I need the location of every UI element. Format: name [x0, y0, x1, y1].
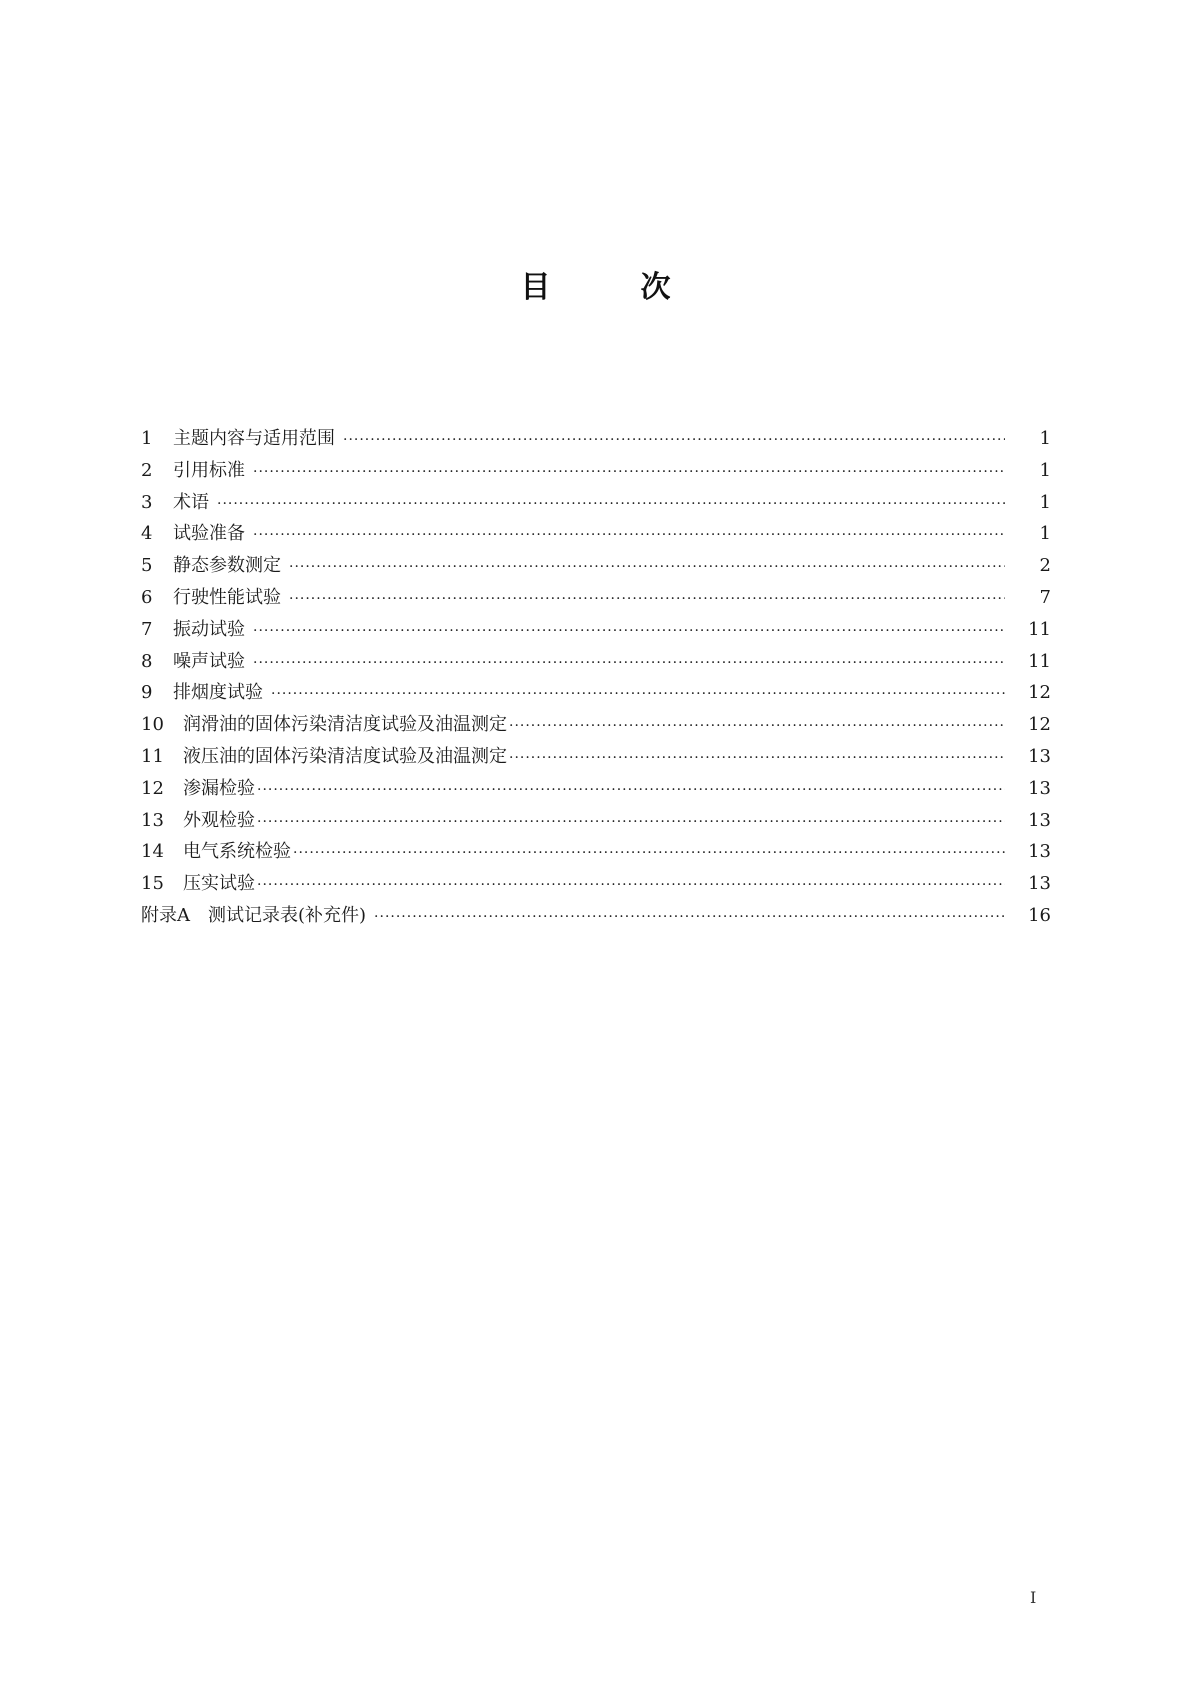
toc-entry-number: 15 [141, 873, 164, 895]
toc-entry-page: 13 [1028, 745, 1051, 767]
toc-entry-13[interactable] [141, 805, 1051, 837]
toc-entry-title: 静态参数测定 [173, 555, 281, 577]
table-of-contents [141, 423, 1051, 932]
toc-entry-8[interactable] [141, 646, 1051, 678]
dot-leader [253, 648, 1005, 680]
toc-entry-3[interactable] [141, 487, 1051, 519]
page-folio: I [1030, 1588, 1037, 1607]
toc-entry-page: 11 [1028, 650, 1051, 672]
toc-entry-12[interactable] [141, 773, 1051, 805]
dot-leader [253, 457, 1005, 489]
toc-entry-page: 7 [1039, 586, 1051, 608]
toc-entry-number: 5 [141, 555, 153, 577]
toc-entry-page: 2 [1039, 555, 1051, 577]
toc-entry-number: 7 [141, 618, 153, 640]
toc-entry-title: 压实试验 [183, 873, 255, 895]
toc-entry-page: 13 [1028, 809, 1051, 831]
toc-entry-number: 1 [141, 428, 153, 449]
toc-entry-title: 外观检验 [183, 809, 255, 831]
toc-entry-page: 1 [1039, 459, 1051, 481]
toc-entry-1[interactable] [141, 423, 1051, 455]
toc-entry-number: 9 [141, 682, 153, 704]
toc-entry-title: 润滑油的固体污染清洁度试验及油温测定 [183, 714, 507, 736]
toc-heading [0, 268, 1191, 308]
dot-leader [374, 902, 1005, 934]
toc-heading-char-1: 目 [520, 270, 551, 305]
dot-leader [509, 743, 1005, 775]
toc-entry-page: 13 [1028, 777, 1051, 799]
toc-entry-appendix-a[interactable] [141, 900, 1051, 932]
dot-leader [509, 711, 1005, 743]
dot-leader [257, 775, 1005, 807]
toc-entry-title: 渗漏检验 [183, 777, 255, 799]
toc-entry-number: 8 [141, 650, 153, 672]
dot-leader [257, 870, 1005, 902]
toc-entry-number: 10 [141, 714, 164, 736]
toc-entry-number: 4 [141, 523, 153, 545]
dot-leader [343, 425, 1005, 457]
toc-entry-page: 13 [1028, 873, 1051, 895]
toc-entry-number: 附录A [141, 904, 190, 926]
toc-entry-10[interactable] [141, 709, 1051, 741]
toc-entry-page: 16 [1028, 904, 1051, 926]
toc-entry-title: 试验准备 [173, 523, 245, 545]
dot-leader [257, 807, 1005, 839]
dot-leader [293, 838, 1005, 870]
toc-entry-title: 液压油的固体污染清洁度试验及油温测定 [183, 745, 507, 767]
toc-entry-title: 术语 [173, 491, 209, 513]
toc-entry-page: 11 [1028, 618, 1051, 640]
dot-leader [217, 489, 1005, 521]
toc-entry-5[interactable] [141, 550, 1051, 582]
toc-entry-title: 引用标准 [173, 459, 245, 481]
dot-leader [271, 679, 1005, 711]
toc-entry-page: 1 [1039, 523, 1051, 545]
toc-entry-title: 测试记录表(补充件) [208, 904, 367, 926]
toc-entry-title: 主题内容与适用范围 [173, 428, 335, 449]
dot-leader [289, 552, 1005, 584]
toc-entry-2[interactable] [141, 455, 1051, 487]
toc-entry-page: 1 [1039, 491, 1051, 513]
toc-entry-number: 11 [141, 745, 164, 767]
toc-heading-char-2: 次 [640, 270, 671, 305]
toc-entry-title: 噪声试验 [173, 650, 245, 672]
toc-entry-page: 1 [1039, 428, 1051, 449]
toc-entry-number: 12 [141, 777, 164, 799]
toc-entry-title: 行驶性能试验 [173, 586, 281, 608]
dot-leader [289, 584, 1005, 616]
toc-entry-title: 电气系统检验 [183, 841, 291, 863]
toc-entry-page: 12 [1028, 714, 1051, 736]
toc-entry-title: 振动试验 [173, 618, 245, 640]
toc-entry-title: 排烟度试验 [173, 682, 263, 704]
toc-entry-number: 6 [141, 586, 153, 608]
toc-entry-15[interactable] [141, 868, 1051, 900]
toc-entry-9[interactable] [141, 677, 1051, 709]
toc-entry-page: 12 [1028, 682, 1051, 704]
toc-entry-number: 14 [141, 841, 164, 863]
toc-entry-number: 13 [141, 809, 164, 831]
toc-entry-number: 2 [141, 459, 153, 481]
dot-leader [253, 520, 1005, 552]
toc-entry-11[interactable] [141, 741, 1051, 773]
toc-entry-page: 13 [1028, 841, 1051, 863]
dot-leader [253, 616, 1005, 648]
toc-entry-14[interactable] [141, 836, 1051, 868]
toc-entry-7[interactable] [141, 614, 1051, 646]
toc-entry-4[interactable] [141, 518, 1051, 550]
toc-entry-number: 3 [141, 491, 153, 513]
toc-entry-6[interactable] [141, 582, 1051, 614]
